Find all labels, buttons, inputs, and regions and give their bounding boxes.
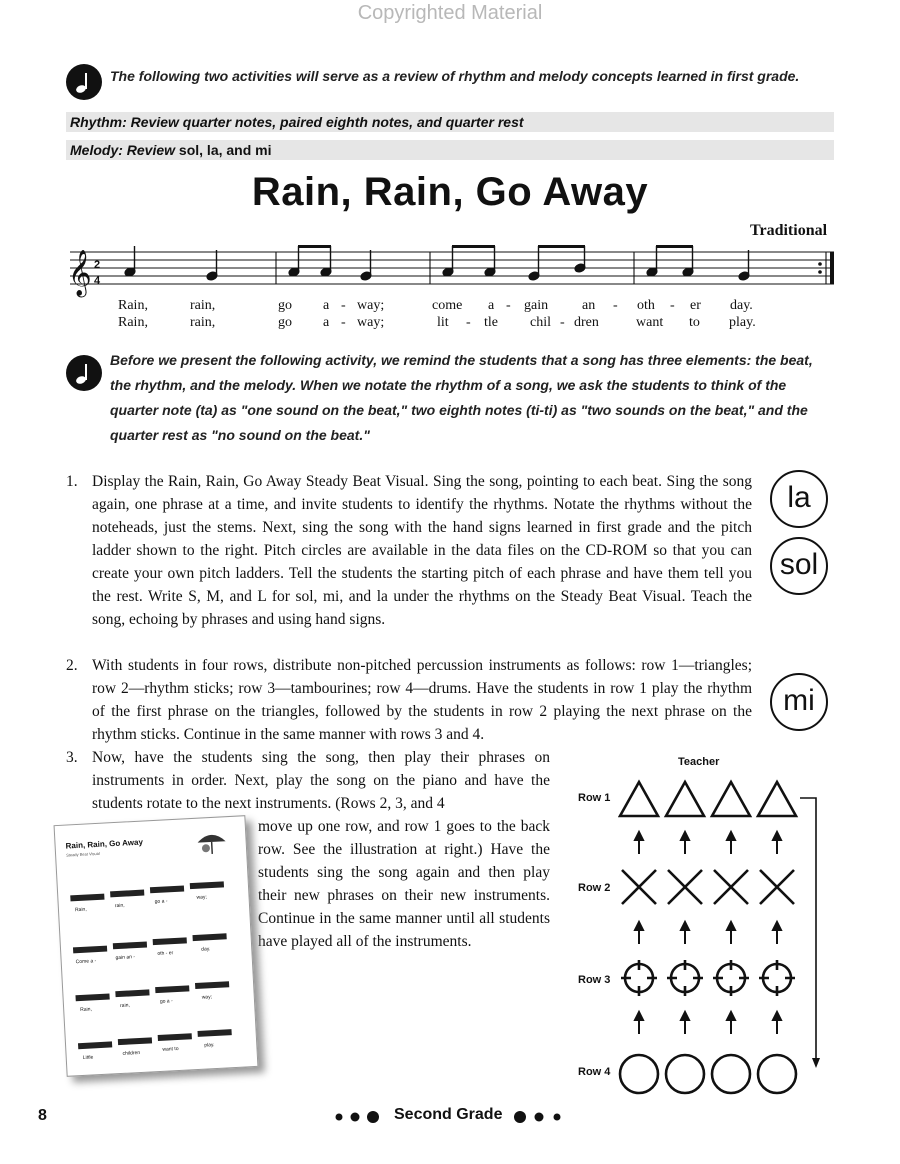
up-arrow-icon (635, 922, 643, 944)
card-lyric: day. (201, 946, 211, 953)
beat-bar (110, 890, 144, 898)
svg-text:𝄞: 𝄞 (68, 250, 92, 296)
lyric-word: dren (574, 315, 599, 330)
lyric-word: oth (637, 298, 655, 313)
up-arrow-icon (773, 922, 781, 944)
lyric-word: - (670, 298, 675, 313)
page-number: 8 (38, 1107, 47, 1124)
pitch-circle-mi: mi (770, 673, 828, 731)
beat-bar (73, 946, 107, 954)
beat-bar (150, 885, 184, 893)
lyric-word: a (323, 315, 330, 330)
lyric-word: - (466, 315, 471, 330)
music-staff (64, 240, 840, 304)
up-arrow-icon (681, 1012, 689, 1034)
lyric-word: day. (730, 298, 753, 313)
tambourine-icon (621, 960, 657, 996)
up-arrow-icon (773, 1012, 781, 1034)
triangle-icon (712, 782, 750, 816)
lyric-word: er (690, 298, 701, 313)
card-lyric: way; (196, 894, 207, 901)
row-label: Row 3 (578, 974, 611, 986)
lyric-word: way; (357, 315, 385, 330)
step-3-text-part-a: Now, have the students sing the song, then play their phrases on instruments in order. Next, play the song on the piano and have the students rotate to the next instruments. (Rows 2, 3, and 4 (92, 749, 550, 812)
pitch-circle-la: la (770, 470, 828, 528)
lyric-word: lit (437, 315, 449, 330)
up-arrow-icon (681, 832, 689, 854)
lyric-word: a (488, 298, 495, 313)
lyric-word: rain, (190, 315, 216, 330)
up-arrow-icon (727, 1012, 735, 1034)
up-arrow-icon (727, 922, 735, 944)
concept-paragraph: Before we present the following activity, we remind the students that a song has three elements: the beat, the rhythm, and the melody. When we notate the rhythm of a song, we ask the students to think of the quarter note (ta) as "one sound on the beat," two eighth notes (ti-ti) as "two sounds on the beat," and the quarter rest as "no sound on the beat." (110, 352, 813, 443)
lyric-word: Rain, (118, 298, 148, 313)
tambourine-icon (713, 960, 749, 996)
song-attribution: Traditional (750, 222, 828, 239)
beat-bar (78, 1041, 112, 1049)
lyric-word: a (323, 298, 330, 313)
drum-icon (666, 1055, 704, 1093)
card-lyric: Little (82, 1054, 94, 1061)
lyric-word: want (636, 315, 664, 330)
lyric-word: go (278, 315, 292, 330)
card-lyric: go a - (159, 998, 173, 1005)
melody-band-notes: sol, la, and mi (178, 142, 272, 158)
lyric-word: play. (729, 315, 756, 330)
card-lyric: rain, (119, 1002, 130, 1009)
quarter-note-icon (66, 355, 102, 391)
card-lyric: way; (201, 994, 213, 1001)
lyric-word: way; (357, 298, 385, 313)
up-arrow-icon (681, 922, 689, 944)
section-name: Second Grade (394, 1106, 503, 1123)
card-lyric: play. (204, 1042, 215, 1049)
step-1-text: Display the Rain, Rain, Go Away Steady Beat Visual. Sing the song, pointing to each beat. Sing the song again, one phrase at a time, and invite students to identify the rhythms. Notate the rhythms without the noteheads, just the stems. Next, sing the song with the hand signs learned in first grade and the pitch ladder shown to the right. Pitch circles are available in the data files on the CD-ROM so that you can create your own pitch ladders. Tell the students the starting pitch of each phrase and have them tell you the rest. Write S, M, and L for sol, mi, and la under the rhythms on the Steady Beat Visual. Teach the song, echoing by phrases and using hand signs. (92, 473, 752, 628)
drum-icon (758, 1055, 796, 1093)
return-arrow-icon (800, 798, 820, 1068)
card-lyric: Rain, (80, 1006, 93, 1014)
drum-icon (712, 1055, 750, 1093)
lyric-word: an (582, 298, 596, 313)
umbrella-child-icon (193, 827, 231, 859)
lyric-word: - (560, 315, 565, 330)
step-number: 3. (66, 749, 78, 766)
teacher-label: Teacher (678, 756, 720, 768)
drum-icon (620, 1055, 658, 1093)
lyric-word: gain (524, 298, 549, 313)
row-label: Row 4 (578, 1066, 611, 1078)
triangle-icon (758, 782, 796, 816)
lyric-word: - (506, 298, 511, 313)
copyright-watermark: Copyrighted Material (357, 2, 543, 24)
steady-beat-visual-thumbnail (54, 815, 259, 1077)
step-number: 1. (66, 473, 78, 490)
lyric-word: tle (484, 315, 498, 330)
card-lyric: go a - (154, 898, 168, 906)
melody-band (66, 140, 834, 160)
lyric-word: chil (530, 315, 551, 330)
melody-band-prefix: Melody: Review (70, 142, 179, 158)
card-lyric: gain an - (115, 954, 136, 962)
up-arrow-icon (727, 832, 735, 854)
row-label: Row 1 (578, 792, 611, 804)
lyric-word: - (613, 298, 618, 313)
step-3-text-part-b: move up one row, and row 1 goes to the back row. See the illustration at right.) Have the students sing the song again and then play their new phrases on their new instruments. Continue in the same manner until all students have played all of the instruments. (258, 818, 550, 950)
tambourine-icon (667, 960, 703, 996)
card-lyric: Rain, (74, 906, 87, 914)
beat-bar (190, 881, 224, 889)
rhythm-sticks-icon (668, 870, 702, 904)
up-arrow-icon (635, 832, 643, 854)
beat-bar (155, 985, 189, 993)
lyric-word: - (341, 315, 346, 330)
card-lyric: want to (162, 1045, 179, 1053)
lyric-word: go (278, 298, 292, 313)
bullet-dots-icon (334, 1110, 390, 1124)
lyric-word: - (341, 298, 346, 313)
triangle-icon (666, 782, 704, 816)
row-label: Row 2 (578, 882, 611, 894)
rhythm-sticks-icon (622, 870, 656, 904)
lyric-word: Rain, (118, 315, 148, 330)
beat-bar (118, 1037, 152, 1045)
svg-text:2: 2 (94, 259, 101, 271)
bullet-dots-icon (512, 1110, 568, 1124)
quarter-note-icon (66, 64, 102, 100)
tambourine-icon (759, 960, 795, 996)
beat-bar (75, 994, 109, 1002)
beat-bar (198, 1029, 232, 1037)
step-2-text: With students in four rows, distribute non-pitched percussion instruments as follows: row 1—triangles; row 2—rhythm sticks; row 3—tambourines; row 4—drums. Have the students in row 1 play the rhythm of the first phrase on the triangles, followed by the students in row 2 playing the next phrase on the rhythm sticks. Continue in the same manner with rows 3 and 4. (92, 657, 752, 743)
beat-bar (158, 1033, 192, 1041)
card-lyric: Come a - (75, 958, 97, 966)
beat-bar (195, 981, 229, 989)
lyric-word: to (689, 315, 700, 330)
beat-bar (113, 941, 147, 949)
beat-bar (115, 989, 149, 997)
song-title: Rain, Rain, Go Away (251, 170, 649, 214)
card-lyric: rain, (114, 902, 125, 910)
rhythm-band: Rhythm: Review quarter notes, paired eighth notes, and quarter rest (66, 112, 834, 132)
rhythm-sticks-icon (714, 870, 748, 904)
step-number: 2. (66, 657, 78, 674)
triangle-icon (620, 782, 658, 816)
up-arrow-icon (773, 832, 781, 854)
footer-section (334, 1106, 574, 1128)
instrument-rotation-diagram (618, 772, 828, 1102)
lyric-word: come (432, 298, 463, 313)
lyric-word: rain, (190, 298, 216, 313)
pitch-circle-sol: sol (770, 537, 828, 595)
up-arrow-icon (635, 1012, 643, 1034)
card-title: Rain, Rain, Go Away (65, 837, 144, 851)
svg-text:4: 4 (94, 275, 101, 287)
lyrics (0, 298, 900, 332)
beat-bar (153, 937, 187, 945)
card-lyric: children (122, 1049, 141, 1057)
beat-bar (70, 894, 104, 902)
card-lyric: oth - er (157, 950, 174, 957)
beat-bar (192, 933, 226, 941)
rhythm-sticks-icon (760, 870, 794, 904)
intro-text: The following two activities will serve as a review of rhythm and melody concepts learned in first grade. (110, 68, 800, 84)
card-subtitle: Steady Beat Visual (65, 850, 100, 858)
